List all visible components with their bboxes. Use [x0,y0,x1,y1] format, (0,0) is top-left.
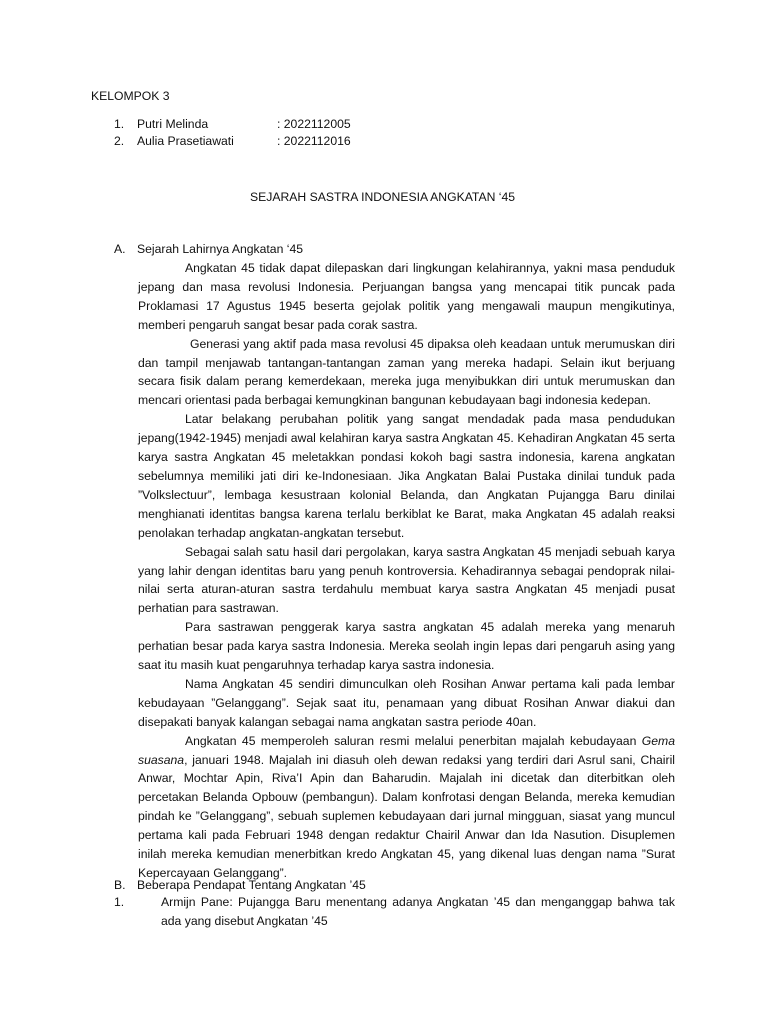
paragraph: Sebagai salah satu hasil dari pergolakan, karya sastra Angkatan 45 menjadi sebuah karya yang lahir dengan identitas baru yang penuh kontroversia. Kehadirannya sebagai pendoprak nilai-nilai serta aturan-aturan sastra terdahulu membuat karya sastra Angkatan 45 menjadi pusat perhatian para sastrawan. [138,544,675,616]
document-title: SEJARAH SASTRA INDONESIA ANGKATAN ‘45 [250,190,516,204]
list-text: Armijn Pane: Pujangga Baru menentang adanya Angkatan ’45 dan menganggap bahwa tak ada yang disebut Angkatan ’45 [161,895,675,928]
section-title: Sejarah Lahirnya Angkatan ‘45 [137,242,304,256]
paragraph: Generasi yang aktif pada masa revolusi 45 dipaksa oleh keadaan untuk merumuskan diri dan tampil menjawab tantangan-tantangan zaman yang mereka hadapi. Selain ikut berjuang secara fisik dalam perang kemerdekaan, mereka juga menyibukkan diri untuk merumuskan dan mencari orientasi pada berbagai kemungkinan bangunan kebudayaan bagi indonesia kedepan. [138,336,675,408]
member-id: : 2022112016 [277,134,351,148]
paragraph: Para sastrawan penggerak karya sastra angkatan 45 adalah mereka yang menaruh perhatian besar pada karya sastra Indonesia. Mereka seolah ingin lepas dari pengaruh asing yang saat itu masih kuat pengaruhnya terhadap karya sastra indonesia. [138,620,675,673]
member-name: Putri Melinda [137,117,209,131]
list-number: 1. [114,895,125,909]
magazine-title: Gema suasana [138,733,675,767]
paragraph-text: Angkatan 45 memperoleh saluran resmi melalui penerbitan majalah kebudayaan [185,733,642,748]
paragraph-text: , januari 1948. Majalah ini diasuh oleh dewan redaksi yang terdiri dari Asrul sani, Chairil Anwar, Mochtar Apin, Riva’I Apin dan Baharudin. Majalah ini dicetak dan diterbitkan oleh percetakan Belanda Opbouw (pembangun). Dalam konfrotasi dengan Belanda, mereka kemudian pindah ke ”Gelanggang”, sebuah suplemen kebudayaan dari jurnal mingguan, siasat yang muncul pertama kali pada Februari 1948 dengan redaktur Chairil Anwar dan Ida Nasution. Disuplemen inilah mereka kemudian menerbitkan kredo Angkatan 45, yang dikenal luas dengan nama ”Surat Kepercayaan Gelanggang”. [138,752,675,880]
member-id: : 2022112005 [277,117,351,131]
paragraph [138,732,675,883]
paragraph: Nama Angkatan 45 sendiri dimunculkan oleh Rosihan Anwar pertama kali pada lembar kebudayaan ”Gelanggang”. Sejak saat itu, penamaan yang dibuat Rosihan Anwar diakui dan disepakati banyak kalangan sebagai nama angkatan sastra periode 40an. [138,676,675,729]
group-label: KELOMPOK 3 [91,89,170,103]
section-letter: B. [114,878,126,892]
section-letter: A. [114,242,126,256]
section-title: Beberapa Pendapat Tentang Angkatan ’45 [137,878,366,892]
member-number: 2. [114,134,125,148]
section-a-body [138,259,675,883]
list-item [114,893,675,931]
member-name: Aulia Prasetiawati [137,134,234,148]
paragraph: Angkatan 45 tidak dapat dilepaskan dari lingkungan kelahirannya, yakni masa penduduk jepang dan masa revolusi Indonesia. Perjuangan bangsa yang mencapai titik puncak pada Proklamasi 17 Agustus 1945 beserta gejolak politik yang mengawali maupun mengikutinya, memberi pengaruh sangat besar pada corak sastra. [138,261,675,332]
paragraph: Latar belakang perubahan politik yang sangat mendadak pada masa pendudukan jepang(1942-1945) menjadi awal kelahiran karya sastra Angkatan 45. Kehadiran Angkatan 45 serta karya sastra Angkatan 45 meletakkan pondasi kokoh bagi sastra indonesia, karena angkatan sebelumnya memiliki jati diri ke-Indonesiaan. Jika Angkatan Balai Pustaka dinilai tunduk pada ”Volkslectuur”, lembaga kesustraan kolonial Belanda, dan Angkatan Pujangga Baru dinilai menghianati identitas bangsa karena terlalu berkiblat ke Barat, maka Angkatan 45 adalah reaksi penolakan terhadap angkatan-angkatan tersebut. [138,412,675,540]
member-number: 1. [114,117,125,131]
